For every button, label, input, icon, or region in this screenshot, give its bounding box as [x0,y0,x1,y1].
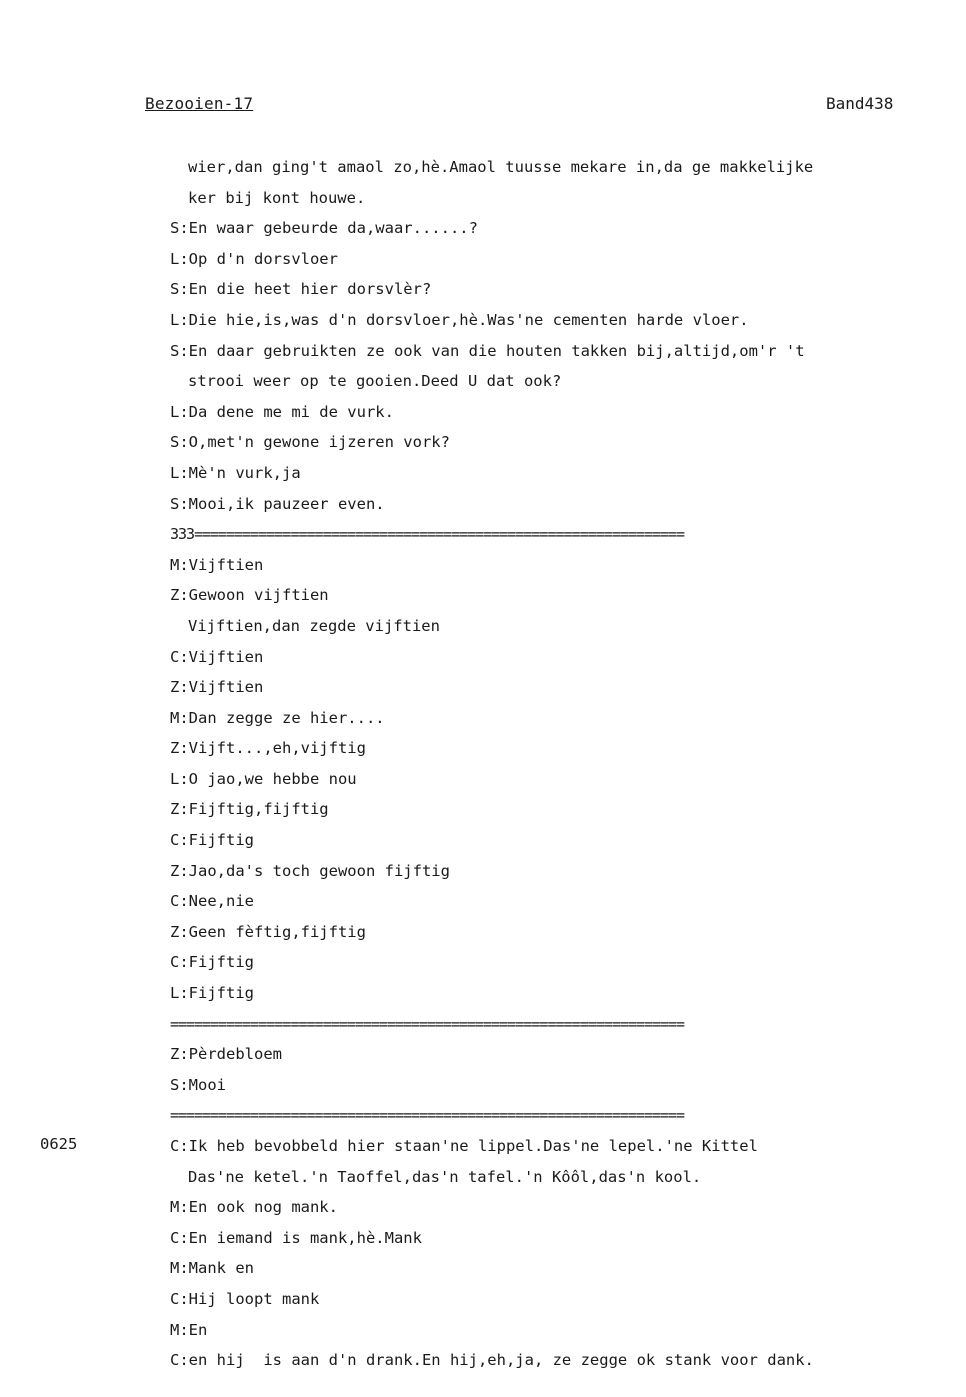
transcript-line: strooi weer op te gooien.Deed U dat ook? [188,372,562,391]
transcript-line: S:En daar gebruikten ze ook van die houten takken bij,altijd,om'r 't [170,341,805,360]
transcript-line: Vijftien,dan zegde vijftien [188,616,440,635]
transcript-line: S:En waar gebeurde da,waar......? [170,219,478,238]
timecode-marker: 0625 [40,1135,78,1153]
transcript-line: C:Fijftig [170,953,254,972]
transcript-line: L:Die hie,is,was d'n dorsvloer,hè.Was'ne cementen harde vloer. [170,310,749,329]
transcript-line: L:Da dene me mi de vurk. [170,402,394,421]
transcript-line: Z:Jao,da's toch gewoon fijftig [170,861,450,880]
transcript-line: L:Op d'n dorsvloer [170,249,338,268]
transcript-line: wier,dan ging't amaol zo,hè.Amaol tuusse mekare in,da ge makkelijke [188,158,814,176]
transcript-line: L:O jao,we hebbe nou [170,769,357,788]
transcript-line: L:Fijftig [170,984,254,1003]
transcript-line: M:Vijftien [170,555,264,574]
transcript-line: Z:Vijftien [170,678,264,697]
transcript-line: L:Mè'n vurk,ja [170,463,301,482]
transcript-line: M:Mank en [170,1259,254,1278]
transcript-line: M:En [170,1320,208,1339]
transcript-line: Z:Vijft...,eh,vijftig [170,739,366,758]
transcript-line: ker bij kont houwe. [188,188,366,207]
transcript-line: M:Dan zegge ze hier.... [170,708,385,727]
transcript-line: M:En ook nog mank. [170,1198,338,1217]
transcript-line: C:Vijftien [170,647,264,666]
transcript-line: S:Mooi [170,1075,226,1094]
transcript-line: C:Hij loopt mank [170,1289,320,1308]
document-title: Bezooien-17 [145,94,254,113]
transcript-line: C:Ik heb bevobbeld hier staan'ne lippel.Das'ne lepel.'ne Kittel [170,1137,758,1155]
band-number: Band438 [826,94,894,113]
separator-line: ================================================================ [170,1106,684,1125]
transcript-body [170,156,900,1380]
transcript-line: S:O,met'n gewone ijzeren vork? [170,433,450,452]
transcript-line: C:Fijftig [170,831,254,850]
transcript-line: S:Mooi,ik pauzeer even. [170,494,385,513]
transcript-line: C:en hij is aan d'n drank.En hij,eh,ja, ze zegge ok stank voor dank. [170,1351,814,1370]
transcript-line: C:Nee,nie [170,892,254,911]
transcript-line: Z:Gewoon vijftien [170,586,329,605]
separator-line: ================================================================ [170,1014,684,1033]
transcript-line: Das'ne ketel.'n Taoffel,das'n tafel.'n Kôôl,das'n kool. [188,1167,702,1186]
transcript-line: Z:Fijftig,fijftig [170,800,329,819]
transcript-line: S:En die heet hier dorsvlèr? [170,280,432,299]
transcript-line: C:En iemand is mank,hè.Mank [170,1228,422,1247]
transcript-line: Z:Geen fèftig,fijftig [170,922,366,941]
separator-line: 333============================================================= [170,525,684,544]
transcript-line: Z:Pèrdebloem [170,1045,282,1064]
